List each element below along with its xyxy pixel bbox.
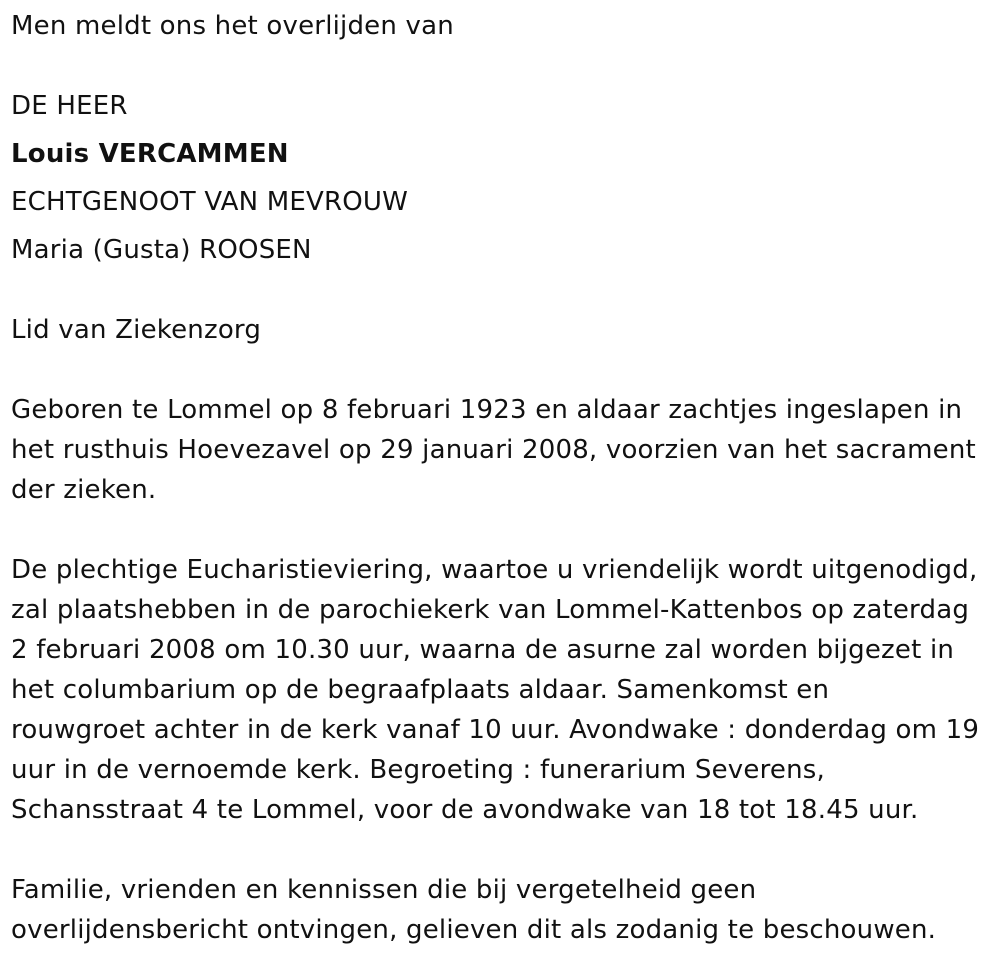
ceremony-line: 2 februari 2008 om 10.30 uur, waarna de asurne zal worden bijgezet in [11, 635, 955, 665]
birth-death-line: het rusthuis Hoevezavel op 29 januari 2008, voorzien van het sacrament [11, 435, 976, 465]
closing-line: overlijdensbericht ontvingen, gelieven dit als zodanig te beschouwen. [11, 915, 937, 945]
ceremony-line: het columbarium op de begraafplaats aldaar. Samenkomst en [11, 675, 830, 705]
birth-death-line: Geboren te Lommel op 8 februari 1923 en aldaar zachtjes ingeslapen in [11, 395, 963, 425]
closing-line: Familie, vrienden en kennissen die bij vergetelheid geen [11, 875, 757, 905]
membership-line: Lid van Ziekenzorg [11, 315, 262, 345]
birth-death-line: der zieken. [11, 475, 157, 505]
honorific-title: DE HEER [11, 91, 128, 121]
spouse-name: Maria (Gusta) ROOSEN [11, 235, 312, 265]
ceremony-line: Schansstraat 4 te Lommel, voor de avondwake van 18 tot 18.45 uur. [11, 795, 919, 825]
ceremony-line: zal plaatshebben in de parochiekerk van Lommel-Kattenbos op zaterdag [11, 595, 970, 625]
ceremony-line: De plechtige Eucharistieviering, waartoe u vriendelijk wordt uitgenodigd, [11, 555, 978, 585]
ceremony-line: rouwgroet achter in de kerk vanaf 10 uur. Avondwake : donderdag om 19 [11, 715, 980, 745]
spouse-label: ECHTGENOOT VAN MEVROUW [11, 187, 409, 217]
deceased-name: Louis VERCAMMEN [11, 139, 289, 169]
ceremony-line: uur in de vernoemde kerk. Begroeting : funerarium Severens, [11, 755, 825, 785]
intro-line: Men meldt ons het overlijden van [11, 11, 454, 41]
